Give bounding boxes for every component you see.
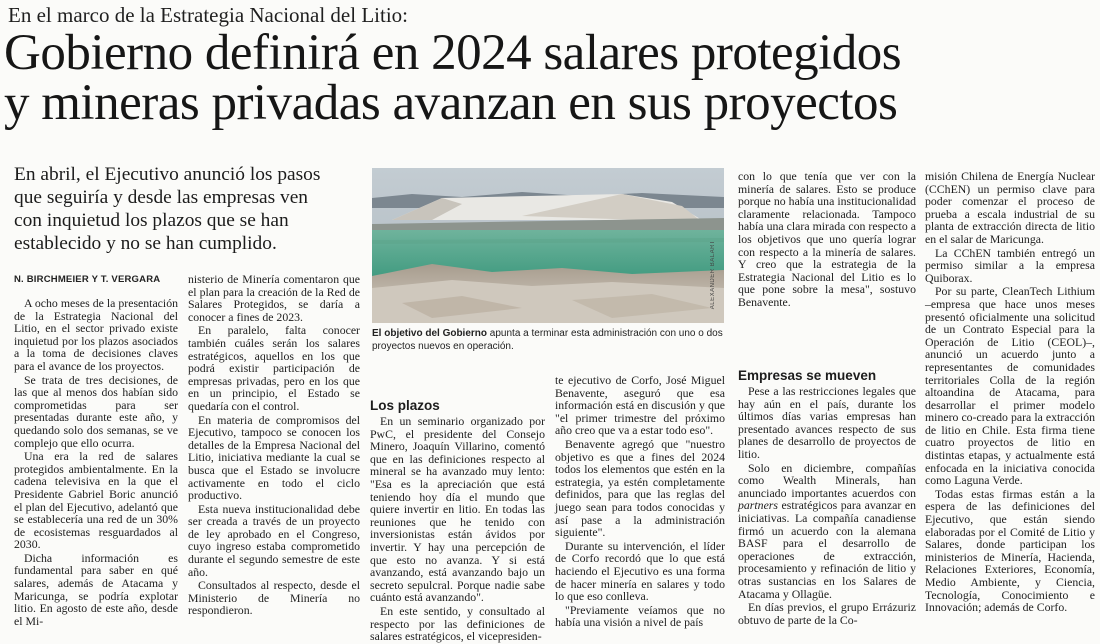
- paragraph: con lo que tenía que ver con la minería de salares. Esto se produce porque no había una institucionalidad claramente relacionada. Tampoco había una clara mirada con respecto a los objetivos que uno quería lograr con respecto a la minería de salares. Y creo que la estrategia de la Estrategia Nacional del Litio es lo que pone sobre la mesa", sostuvo Benavente.: [738, 169, 916, 309]
- paragraph: Una era la red de salares protegidos ambientalmente. En la cadena televisiva en la que el Presidente Gabriel Boric anunció el plan del Ejecutivo, adelantó que se establecería una red de un 30% de ecosistemas resguardados al 2030.: [14, 449, 178, 552]
- column-5-bottom: [738, 368, 916, 627]
- subhead-los-plazos: Los plazos: [370, 398, 440, 413]
- paragraph: En un seminario organizado por PwC, el presidente del Consejo Minero, Joaquín Villarino, comentó que en las definiciones respecto al mineral se ha avanzado muy lento: "Esa es la apreciación que está teniendo hoy día el mundo que quiere invertir en litio. En todas las reuniones que he tenido con inversionistas están ávidos por invertir. Y hay una percepción de que esto no avanza. Y si está avanzando, está avanzando bajo un secreto sepulcral. Porque nadie sabe cuánto está avanzando".: [370, 414, 545, 605]
- deck-line-2: que seguiría y desde las empresas ven: [14, 187, 308, 208]
- photo-credit: ALEXANDER BALART: [710, 240, 716, 310]
- paragraph: [738, 462, 916, 601]
- paragraph: "Previamente veíamos que no había una visión a nivel de país: [555, 602, 725, 630]
- headline: [4, 25, 1098, 131]
- caption-text: apunta a terminar esta administración con uno o dos proyectos nuevos en operación.: [372, 328, 723, 352]
- deck-line-4: establecido y no se han cumplido.: [14, 233, 277, 254]
- column-2: [188, 273, 360, 618]
- paragraph-text: Solo en diciembre, compañías como Wealth Minerals, han anunciado importantes acuerdos con: [738, 460, 916, 500]
- column-5-top: [738, 170, 916, 310]
- headline-line-2: y mineras privadas avanzan en sus proyectos: [4, 75, 898, 131]
- deck-line-3: con inquietud los plazos que se han: [14, 210, 289, 231]
- paragraph: Por su parte, CleanTech Lithium –empresa que hace unos meses presentó oficialmente una solicitud de un Contrato Especial para la Operación de Litio (CEOL)–, anunció un acuerdo junto a representantes de comunidades territoriales Colla de la región altoandina de Atacama, para desarrollar el primer modelo minero co-creado para la extracción de litio en Chile. Esta firma tiene cuatro proyectos de litio en distintas etapas, y actualmente está enfocada en la iniciativa conocida como Laguna Verde.: [925, 284, 1095, 488]
- paragraph: Consultados al respecto, desde el Ministerio de Minería no respondieron.: [188, 578, 360, 618]
- paragraph: Durante su intervención, el líder de Corfo recordó que lo que está haciendo el Ejecutivo es una forma de hacer minería en salares y todo lo que eso conlleva.: [555, 538, 725, 604]
- salar-photo: [372, 168, 724, 323]
- column-3: [370, 398, 545, 644]
- subhead-empresas-se-mueven: Empresas se mueven: [738, 368, 877, 383]
- column-6: [925, 170, 1095, 615]
- salar-landscape-image: [372, 168, 724, 323]
- paragraph: La CChEN también entregó un permiso similar a la empresa Quiborax.: [925, 245, 1095, 285]
- paragraph: Pese a las restricciones legales que hay aún en el país, durante los últimos días varias empresas han presentado avances respecto de sus planes de desarrollo de proyectos de litio.: [738, 384, 916, 461]
- paragraph: Se trata de tres decisiones, de las que al menos dos habían sido comprometidas para ser presentadas durante este año, y quedando solo dos semanas, se ve complejo que ello ocurra.: [14, 372, 178, 450]
- paragraph: Benavente agregó que "nuestro objetivo es que a fines del 2024 todos los elementos que estén en la estrategia, ya estén completamente definidos, para que las reglas del juego sean para todos conocidas y así pase a la administración siguiente".: [555, 436, 725, 540]
- byline: N. BIRCHMEIER Y T. VERGARA: [14, 274, 161, 285]
- headline-line-1: Gobierno definirá en 2024 salares protegidos: [4, 25, 902, 81]
- paragraph: A ocho meses de la presentación de la Estrategia Nacional del Litio, en el sector privado existe inquietud por los plazos asociados a la toma de decisiones claves para el avance de los proyectos.: [14, 296, 178, 373]
- paragraph: En paralelo, falta conocer también cuáles serán los salares estratégicos, aquellos en los que podrá existir participación de empresas privadas, pero en los que en un principio, el Estado se quedaría con el control.: [188, 323, 360, 413]
- kicker: En el marco de la Estrategia Nacional del Litio:: [8, 3, 409, 27]
- paragraph: En materia de compromisos del Ejecutivo, tampoco se conocen los detalles de la Empresa Nacional del Litio, iniciativa mediante la cual se busca que el Estado se involucre activamente en todo el ciclo productivo.: [188, 412, 360, 503]
- caption-lead: El objetivo del Gobierno: [372, 328, 488, 339]
- paragraph: En días previos, el grupo Errázuriz obtuvo de parte de la Co-: [738, 600, 916, 627]
- photo-caption: [372, 327, 724, 353]
- column-4: [555, 374, 725, 630]
- deck-line-1: En abril, el Ejecutivo anunció los pasos: [14, 164, 321, 185]
- paragraph: Esta nueva institucionalidad debe ser creada a través de un proyecto de ley aprobado en el Congreso, cuyo ingreso estaba comprometido durante el segundo semestre de este año.: [188, 501, 360, 579]
- paragraph: te ejecutivo de Corfo, José Miguel Benavente, aseguró que esa información está en discusión y que "el primer trimestre del próximo año creo que va a estar todo eso".: [555, 373, 725, 438]
- paragraph-emphasis: partners: [738, 498, 778, 513]
- paragraph: En este sentido, y consultado al respecto por las definiciones de salares estratégicos, el vicepresiden-: [370, 603, 545, 644]
- deck: [14, 163, 354, 255]
- paragraph: Todas estas firmas están a la espera de las definiciones del Ejecutivo, que están siendo elaboradas por el Comité de Litio y Salares, donde participan los ministerios de Minería, Hacienda, Relaciones Exteriores, Economía, Medio Ambiente, y Ciencia, Tecnología, Conocimiento e Innovación; además de Corfo.: [925, 486, 1095, 615]
- paragraph: nisterio de Minería comentaron que el plan para la creación de la Red de Salares Protegidos, se daría a conocer a fines de 2023.: [188, 272, 360, 324]
- paragraph-text: estratégicos para avanzar en iniciativas. La compañía canadiense firmó un acuerdo con la alemana BASF para el desarrollo de operaciones de extracción, procesamiento y refinación de litio y otras sustancias en los Salares de Atacama y Ollagüe.: [738, 498, 916, 601]
- paragraph: misión Chilena de Energía Nuclear (CChEN) un permiso clave para poder comenzar el proceso de prueba a escala industrial de su planta de extracción directa de litio en el salar de Maricunga.: [925, 169, 1095, 246]
- paragraph: Dicha información es fundamental para saber en qué salares, además de Atacama y Maricunga, se podría explotar litio. En agosto de este año, desde el Mi-: [14, 550, 178, 628]
- column-1: [14, 297, 178, 628]
